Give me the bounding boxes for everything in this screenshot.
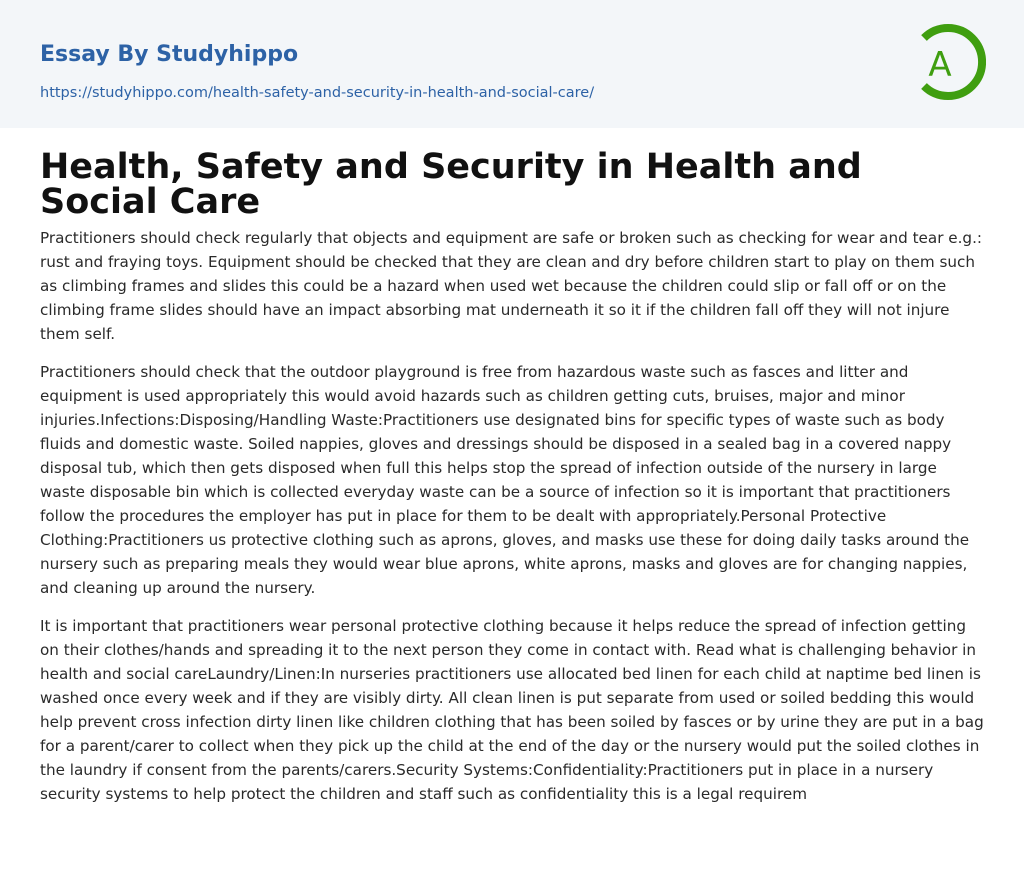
logo-letter: A [928, 45, 952, 85]
article-paragraph: Practitioners should check that the outdoor playground is free from hazardous waste such as fasces and litter and equipment is used appropriately this would avoid hazards such as children getting cuts, bruises, major and minor injuries.Infections:Disposing/Handling Waste:Practitioners use designated bins for specific types of waste such as body fluids and domestic waste. Soiled nappies, gloves and dressings should be disposed in a sealed bag in a covered nappy disposal tub, which then gets disposed when full this helps stop the spread of infection outside of the nursery in large waste disposable bin which is collected everyday waste can be a source of infection so it is important that practitioners follow the procedures the employer has put in place for them to be dealt with appropriately.Personal Protective Clothing:Practitioners us protective clothing such as aprons, gloves, and masks use these for doing daily tasks around the nursery such as preparing meals they would wear blue aprons, white aprons, masks and gloves are for changing nappies, and cleaning up around the nursery. [40, 363, 970, 597]
article-title: Health, Safety and Security in Health and Social Care [40, 147, 862, 222]
article [0, 128, 1024, 806]
brand-title: Essay By Studyhippo [40, 42, 299, 67]
article-paragraph: Practitioners should check regularly that objects and equipment are safe or broken such as checking for wear and tear e.g.: rust and fraying toys. Equipment should be checked that they are clean and dry before children start to play on them such as climbing frames and slides this could be a hazard when used wet because the children could slip or fall off or on the climbing frame slides should have an impact absorbing mat underneath it so it if the children fall off they will not injure them self. [40, 229, 983, 343]
essay-url-link[interactable]: https://studyhippo.com/health-safety-and-security-in-health-and-social-care/ [40, 85, 595, 101]
studyhippo-logo-icon [912, 20, 986, 104]
article-paragraph: It is important that practitioners wear personal protective clothing because it helps reduce the spread of infection getting on their clothes/hands and spreading it to the next person they come in contact with. Read what is challenging behavior in health and social careLaundry/Linen:In nurseries practitioners use allocated bed linen for each child at naptime bed linen is washed once every week and if they are visibly dirty. All clean linen is put separate from used or soiled bedding this would help prevent cross infection dirty linen like children clothing that has been soiled by fasces or by urine they are put in a bag for a parent/carer to collect when they pick up the child at the end of the day or the nursery would put the soiled clothes in the laundry if consent from the parents/carers.Security Systems:Confidentiality:Practitioners put in place in a nursery security systems to help protect the children and staff such as confidentiality this is a legal requirem [40, 617, 984, 803]
site-header [0, 0, 1024, 128]
